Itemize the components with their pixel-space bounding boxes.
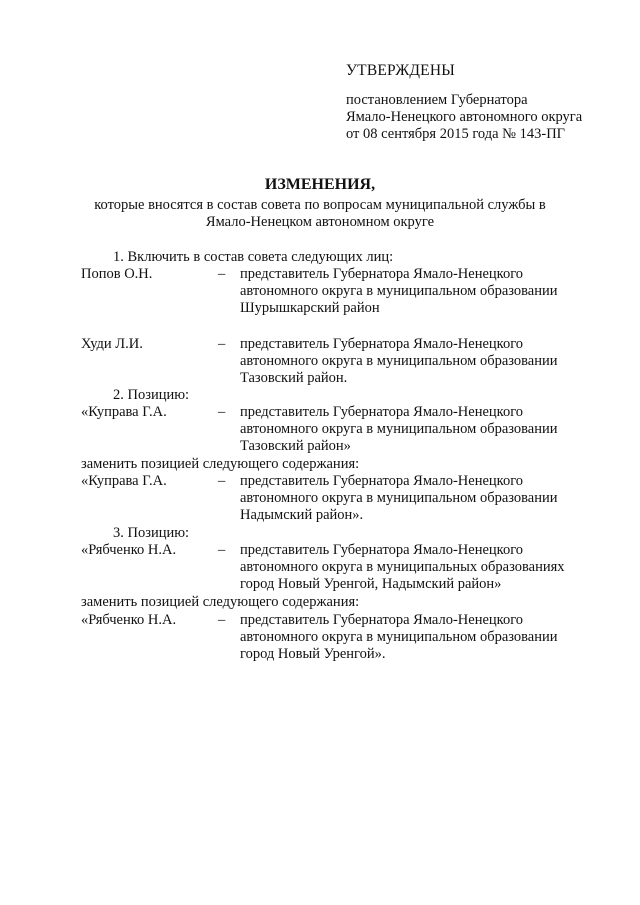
approval-line: Ямало-Ненецкого автономного округа [346, 109, 583, 125]
person-description-line: представитель Губернатора Ямало-Ненецкого [240, 336, 524, 352]
document-title: ИЗМЕНЕНИЯ, [264, 176, 376, 193]
person-description-line: автономного округа в муниципальном образовании [240, 421, 558, 437]
approval-line: от 08 сентября 2015 года № 143-ПГ [346, 126, 566, 142]
section1-heading: 1. Включить в состав совета следующих лиц: [113, 249, 394, 265]
person-description-line: автономного округа в муниципальном образовании [240, 490, 558, 506]
person-description-line: автономного округа в муниципальном образовании [240, 629, 558, 645]
section2-heading: 2. Позицию: [113, 387, 190, 403]
person-description-line: автономного округа в муниципальном образовании [240, 283, 558, 299]
section3-heading: 3. Позицию: [113, 525, 190, 541]
person-description-line: автономного округа в муниципальном образовании [240, 353, 558, 369]
person-name: «Куправа Г.А. [81, 473, 167, 489]
person-description-line: город Новый Уренгой, Надымский район» [240, 576, 502, 592]
person-description-line: Тазовский район. [240, 370, 348, 386]
document-subtitle-line: Ямало-Ненецком автономном округе [205, 214, 435, 230]
person-description-line: Шурышкарский район [240, 300, 380, 316]
person-description-line: город Новый Уренгой». [240, 646, 386, 662]
person-name: Худи Л.И. [81, 336, 143, 352]
person-description-line: представитель Губернатора Ямало-Ненецкого [240, 473, 524, 489]
dash-separator: – [218, 404, 226, 420]
dash-separator: – [218, 336, 226, 352]
approval-heading: УТВЕРЖДЕНЫ [346, 62, 455, 79]
dash-separator: – [218, 266, 226, 282]
person-description-line: представитель Губернатора Ямало-Ненецкого [240, 404, 524, 420]
person-description-line: Надымский район». [240, 507, 364, 523]
replace-text: заменить позицией следующего содержания: [81, 594, 360, 610]
person-name: Попов О.Н. [81, 266, 153, 282]
person-description-line: представитель Губернатора Ямало-Ненецкого [240, 266, 524, 282]
document-subtitle-line: которые вносятся в состав совета по вопросам муниципальной службы в [94, 197, 546, 213]
replace-text: заменить позицией следующего содержания: [81, 456, 360, 472]
dash-separator: – [218, 542, 226, 558]
person-description-line: автономного округа в муниципальных образованиях [240, 559, 565, 575]
person-description-line: Тазовский район» [240, 438, 351, 454]
person-name: «Рябченко Н.А. [81, 542, 177, 558]
dash-separator: – [218, 612, 226, 628]
person-description-line: представитель Губернатора Ямало-Ненецкого [240, 612, 524, 628]
dash-separator: – [218, 473, 226, 489]
person-name: «Куправа Г.А. [81, 404, 167, 420]
person-name: «Рябченко Н.А. [81, 612, 177, 628]
person-description-line: представитель Губернатора Ямало-Ненецкого [240, 542, 524, 558]
approval-line: постановлением Губернатора [346, 92, 528, 108]
